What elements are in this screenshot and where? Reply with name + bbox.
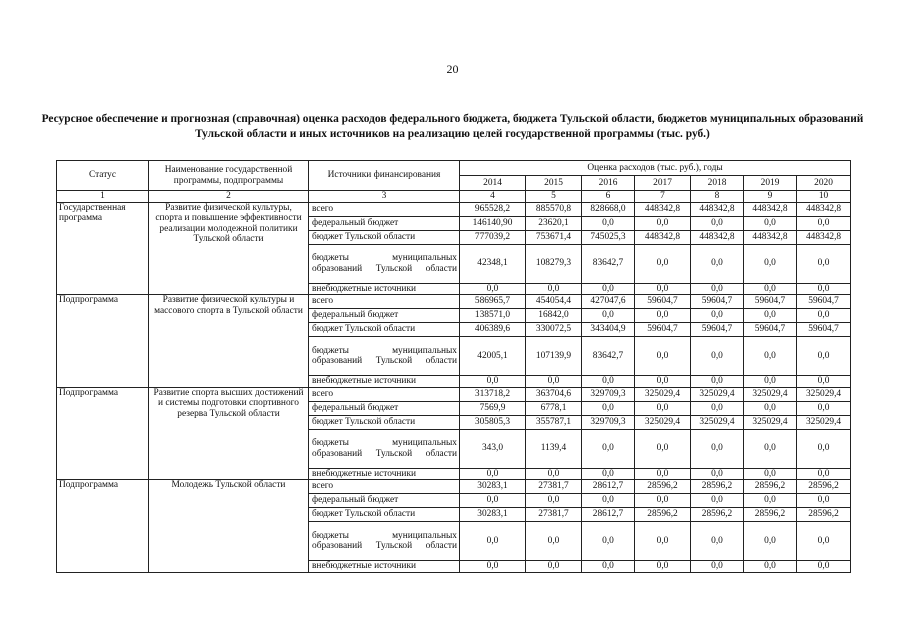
value-cell: 1139,4 — [526, 429, 582, 468]
header-estimate: Оценка расходов (тыс. руб.), годы — [460, 161, 851, 176]
value-cell: 28596,2 — [744, 480, 797, 494]
program-name-cell: Развитие физической культуры и массового спорта в Тульской области — [149, 295, 309, 388]
value-cell: 0,0 — [691, 376, 744, 388]
value-cell: 0,0 — [582, 401, 635, 415]
value-cell: 0,0 — [460, 561, 526, 573]
value-cell: 325029,4 — [797, 415, 851, 429]
value-cell: 0,0 — [744, 216, 797, 230]
value-cell: 0,0 — [526, 468, 582, 480]
funding-source-cell: федеральный бюджет — [309, 401, 460, 415]
value-cell: 448342,8 — [744, 230, 797, 244]
value-cell: 0,0 — [582, 429, 635, 468]
value-cell: 0,0 — [797, 309, 851, 323]
value-cell: 59604,7 — [744, 295, 797, 309]
value-cell: 0,0 — [635, 522, 691, 561]
funding-source-cell: бюджеты муниципальных образований Тульской области — [309, 337, 460, 376]
year-header: 2018 — [691, 176, 744, 191]
value-cell: 0,0 — [691, 494, 744, 508]
value-cell: 0,0 — [744, 337, 797, 376]
funding-source-cell: бюджет Тульской области — [309, 508, 460, 522]
value-cell: 0,0 — [691, 522, 744, 561]
table-body — [57, 202, 851, 572]
header-status: Статус — [57, 161, 149, 191]
value-cell: 146140,90 — [460, 216, 526, 230]
column-number: 9 — [744, 191, 797, 203]
value-cell: 745025,3 — [582, 230, 635, 244]
value-cell: 0,0 — [460, 283, 526, 295]
value-cell: 0,0 — [797, 429, 851, 468]
column-number: 2 — [149, 191, 309, 203]
value-cell: 0,0 — [635, 216, 691, 230]
program-name-cell: Развитие физической культуры, спорта и повышение эффективности реализации молодежной политики Тульской области — [149, 202, 309, 295]
value-cell: 0,0 — [691, 309, 744, 323]
value-cell: 305805,3 — [460, 415, 526, 429]
value-cell: 0,0 — [744, 244, 797, 283]
value-cell: 329709,3 — [582, 387, 635, 401]
value-cell: 138571,0 — [460, 309, 526, 323]
value-cell: 0,0 — [460, 468, 526, 480]
funding-source-cell: бюджеты муниципальных образований Тульской области — [309, 429, 460, 468]
value-cell: 0,0 — [582, 561, 635, 573]
value-cell: 0,0 — [582, 468, 635, 480]
value-cell: 0,0 — [691, 244, 744, 283]
value-cell: 0,0 — [526, 561, 582, 573]
value-cell: 0,0 — [797, 468, 851, 480]
table-header — [57, 161, 851, 203]
value-cell: 0,0 — [635, 468, 691, 480]
value-cell: 0,0 — [460, 376, 526, 388]
value-cell: 23620,1 — [526, 216, 582, 230]
page-number: 20 — [446, 62, 459, 76]
value-cell: 0,0 — [635, 561, 691, 573]
value-cell: 59604,7 — [635, 323, 691, 337]
value-cell: 0,0 — [797, 244, 851, 283]
value-cell: 0,0 — [691, 216, 744, 230]
value-cell: 42005,1 — [460, 337, 526, 376]
value-cell: 0,0 — [797, 337, 851, 376]
value-cell: 6778,1 — [526, 401, 582, 415]
funding-source-cell: всего — [309, 295, 460, 309]
value-cell: 355787,1 — [526, 415, 582, 429]
value-cell: 313718,2 — [460, 387, 526, 401]
value-cell: 28596,2 — [691, 508, 744, 522]
value-cell: 0,0 — [635, 337, 691, 376]
value-cell: 0,0 — [582, 522, 635, 561]
value-cell: 0,0 — [691, 283, 744, 295]
value-cell: 448342,8 — [691, 230, 744, 244]
year-header: 2016 — [582, 176, 635, 191]
header-name: Наименование государственной программы, подпрограммы — [149, 161, 309, 191]
value-cell: 28596,2 — [691, 480, 744, 494]
column-number: 7 — [635, 191, 691, 203]
year-header: 2019 — [744, 176, 797, 191]
funding-source-cell: бюджет Тульской области — [309, 230, 460, 244]
value-cell: 0,0 — [744, 561, 797, 573]
value-cell: 0,0 — [691, 429, 744, 468]
value-cell: 343,0 — [460, 429, 526, 468]
value-cell: 828668,0 — [582, 202, 635, 216]
value-cell: 885570,8 — [526, 202, 582, 216]
funding-source-cell: бюджеты муниципальных образований Тульской области — [309, 522, 460, 561]
value-cell: 753671,4 — [526, 230, 582, 244]
status-cell: Подпрограмма — [57, 295, 149, 388]
funding-source-cell: бюджет Тульской области — [309, 415, 460, 429]
value-cell: 0,0 — [635, 401, 691, 415]
value-cell: 0,0 — [744, 283, 797, 295]
table-row — [57, 202, 851, 216]
funding-source-cell: федеральный бюджет — [309, 216, 460, 230]
value-cell: 0,0 — [526, 376, 582, 388]
value-cell: 0,0 — [797, 401, 851, 415]
value-cell: 28612,7 — [582, 480, 635, 494]
year-header: 2014 — [460, 176, 526, 191]
value-cell: 28596,2 — [635, 480, 691, 494]
value-cell: 0,0 — [744, 376, 797, 388]
value-cell: 108279,3 — [526, 244, 582, 283]
value-cell: 27381,7 — [526, 508, 582, 522]
value-cell: 0,0 — [635, 309, 691, 323]
value-cell: 0,0 — [797, 494, 851, 508]
value-cell: 0,0 — [797, 561, 851, 573]
budget-table — [56, 160, 851, 573]
value-cell: 448342,8 — [797, 230, 851, 244]
value-cell: 59604,7 — [797, 295, 851, 309]
value-cell: 0,0 — [744, 401, 797, 415]
document-title: Ресурсное обеспечение и прогнозная (справочная) оценка расходов федерального бюджета, бюджета Тульской области, бюджетов муниципальных образований Тульской области и иных источников на реализацию целей государственной программы (тыс. руб.) — [41, 113, 864, 140]
value-cell: 107139,9 — [526, 337, 582, 376]
table-row — [57, 295, 851, 309]
value-cell: 0,0 — [797, 376, 851, 388]
value-cell: 586965,7 — [460, 295, 526, 309]
funding-source-cell: внебюджетные источники — [309, 468, 460, 480]
value-cell: 448342,8 — [635, 230, 691, 244]
value-cell: 0,0 — [744, 309, 797, 323]
column-number: 10 — [797, 191, 851, 203]
value-cell: 0,0 — [744, 494, 797, 508]
funding-source-cell: внебюджетные источники — [309, 561, 460, 573]
table-row — [57, 480, 851, 494]
column-numbers-row — [57, 191, 851, 203]
status-cell: Подпрограмма — [57, 387, 149, 480]
value-cell: 777039,2 — [460, 230, 526, 244]
value-cell: 325029,4 — [691, 387, 744, 401]
value-cell: 59604,7 — [744, 323, 797, 337]
value-cell: 0,0 — [582, 494, 635, 508]
year-header: 2020 — [797, 176, 851, 191]
value-cell: 325029,4 — [797, 387, 851, 401]
value-cell: 27381,7 — [526, 480, 582, 494]
value-cell: 325029,4 — [744, 415, 797, 429]
column-number: 3 — [309, 191, 460, 203]
value-cell: 0,0 — [582, 216, 635, 230]
value-cell: 0,0 — [797, 216, 851, 230]
value-cell: 0,0 — [744, 429, 797, 468]
value-cell: 343404,9 — [582, 323, 635, 337]
value-cell: 330072,5 — [526, 323, 582, 337]
value-cell: 59604,7 — [635, 295, 691, 309]
value-cell: 0,0 — [691, 468, 744, 480]
funding-source-cell: федеральный бюджет — [309, 494, 460, 508]
column-number: 1 — [57, 191, 149, 203]
value-cell: 28596,2 — [635, 508, 691, 522]
value-cell: 0,0 — [744, 468, 797, 480]
value-cell: 28596,2 — [797, 508, 851, 522]
value-cell: 325029,4 — [635, 387, 691, 401]
value-cell: 448342,8 — [797, 202, 851, 216]
value-cell: 329709,3 — [582, 415, 635, 429]
value-cell: 59604,7 — [691, 295, 744, 309]
value-cell: 0,0 — [582, 309, 635, 323]
value-cell: 965528,2 — [460, 202, 526, 216]
value-cell: 325029,4 — [691, 415, 744, 429]
value-cell: 0,0 — [635, 429, 691, 468]
value-cell: 325029,4 — [635, 415, 691, 429]
funding-source-cell: федеральный бюджет — [309, 309, 460, 323]
value-cell: 0,0 — [691, 561, 744, 573]
value-cell: 30283,1 — [460, 508, 526, 522]
value-cell: 0,0 — [460, 494, 526, 508]
value-cell: 16842,0 — [526, 309, 582, 323]
funding-source-cell: внебюджетные источники — [309, 376, 460, 388]
funding-source-cell: всего — [309, 480, 460, 494]
header-sources: Источники финансирования — [309, 161, 460, 191]
value-cell: 28596,2 — [744, 508, 797, 522]
funding-source-cell: бюджеты муниципальных образований Тульской области — [309, 244, 460, 283]
value-cell: 83642,7 — [582, 244, 635, 283]
value-cell: 0,0 — [526, 494, 582, 508]
table-row — [57, 387, 851, 401]
value-cell: 0,0 — [460, 522, 526, 561]
column-number: 4 — [460, 191, 526, 203]
value-cell: 0,0 — [744, 522, 797, 561]
value-cell: 363704,6 — [526, 387, 582, 401]
value-cell: 406389,6 — [460, 323, 526, 337]
value-cell: 0,0 — [526, 522, 582, 561]
year-header: 2017 — [635, 176, 691, 191]
value-cell: 0,0 — [797, 283, 851, 295]
funding-source-cell: всего — [309, 387, 460, 401]
value-cell: 454054,4 — [526, 295, 582, 309]
column-number: 6 — [582, 191, 635, 203]
column-number: 8 — [691, 191, 744, 203]
value-cell: 30283,1 — [460, 480, 526, 494]
value-cell: 448342,8 — [691, 202, 744, 216]
program-name-cell: Молодежь Тульской области — [149, 480, 309, 573]
funding-source-cell: всего — [309, 202, 460, 216]
value-cell: 0,0 — [635, 494, 691, 508]
value-cell: 0,0 — [691, 337, 744, 376]
value-cell: 427047,6 — [582, 295, 635, 309]
value-cell: 28612,7 — [582, 508, 635, 522]
value-cell: 0,0 — [691, 401, 744, 415]
value-cell: 7569,9 — [460, 401, 526, 415]
value-cell: 0,0 — [635, 283, 691, 295]
value-cell: 0,0 — [582, 376, 635, 388]
value-cell: 448342,8 — [744, 202, 797, 216]
value-cell: 0,0 — [635, 376, 691, 388]
value-cell: 59604,7 — [797, 323, 851, 337]
year-header: 2015 — [526, 176, 582, 191]
value-cell: 42348,1 — [460, 244, 526, 283]
funding-source-cell: внебюджетные источники — [309, 283, 460, 295]
status-cell: Подпрограмма — [57, 480, 149, 573]
value-cell: 59604,7 — [691, 323, 744, 337]
value-cell: 325029,4 — [744, 387, 797, 401]
value-cell: 0,0 — [526, 283, 582, 295]
column-number: 5 — [526, 191, 582, 203]
value-cell: 0,0 — [582, 283, 635, 295]
program-name-cell: Развитие спорта высших достижений и системы подготовки спортивного резерва Тульской области — [149, 387, 309, 480]
status-cell: Государственная программа — [57, 202, 149, 295]
value-cell: 448342,8 — [635, 202, 691, 216]
funding-source-cell: бюджет Тульской области — [309, 323, 460, 337]
value-cell: 0,0 — [797, 522, 851, 561]
value-cell: 83642,7 — [582, 337, 635, 376]
value-cell: 28596,2 — [797, 480, 851, 494]
value-cell: 0,0 — [635, 244, 691, 283]
